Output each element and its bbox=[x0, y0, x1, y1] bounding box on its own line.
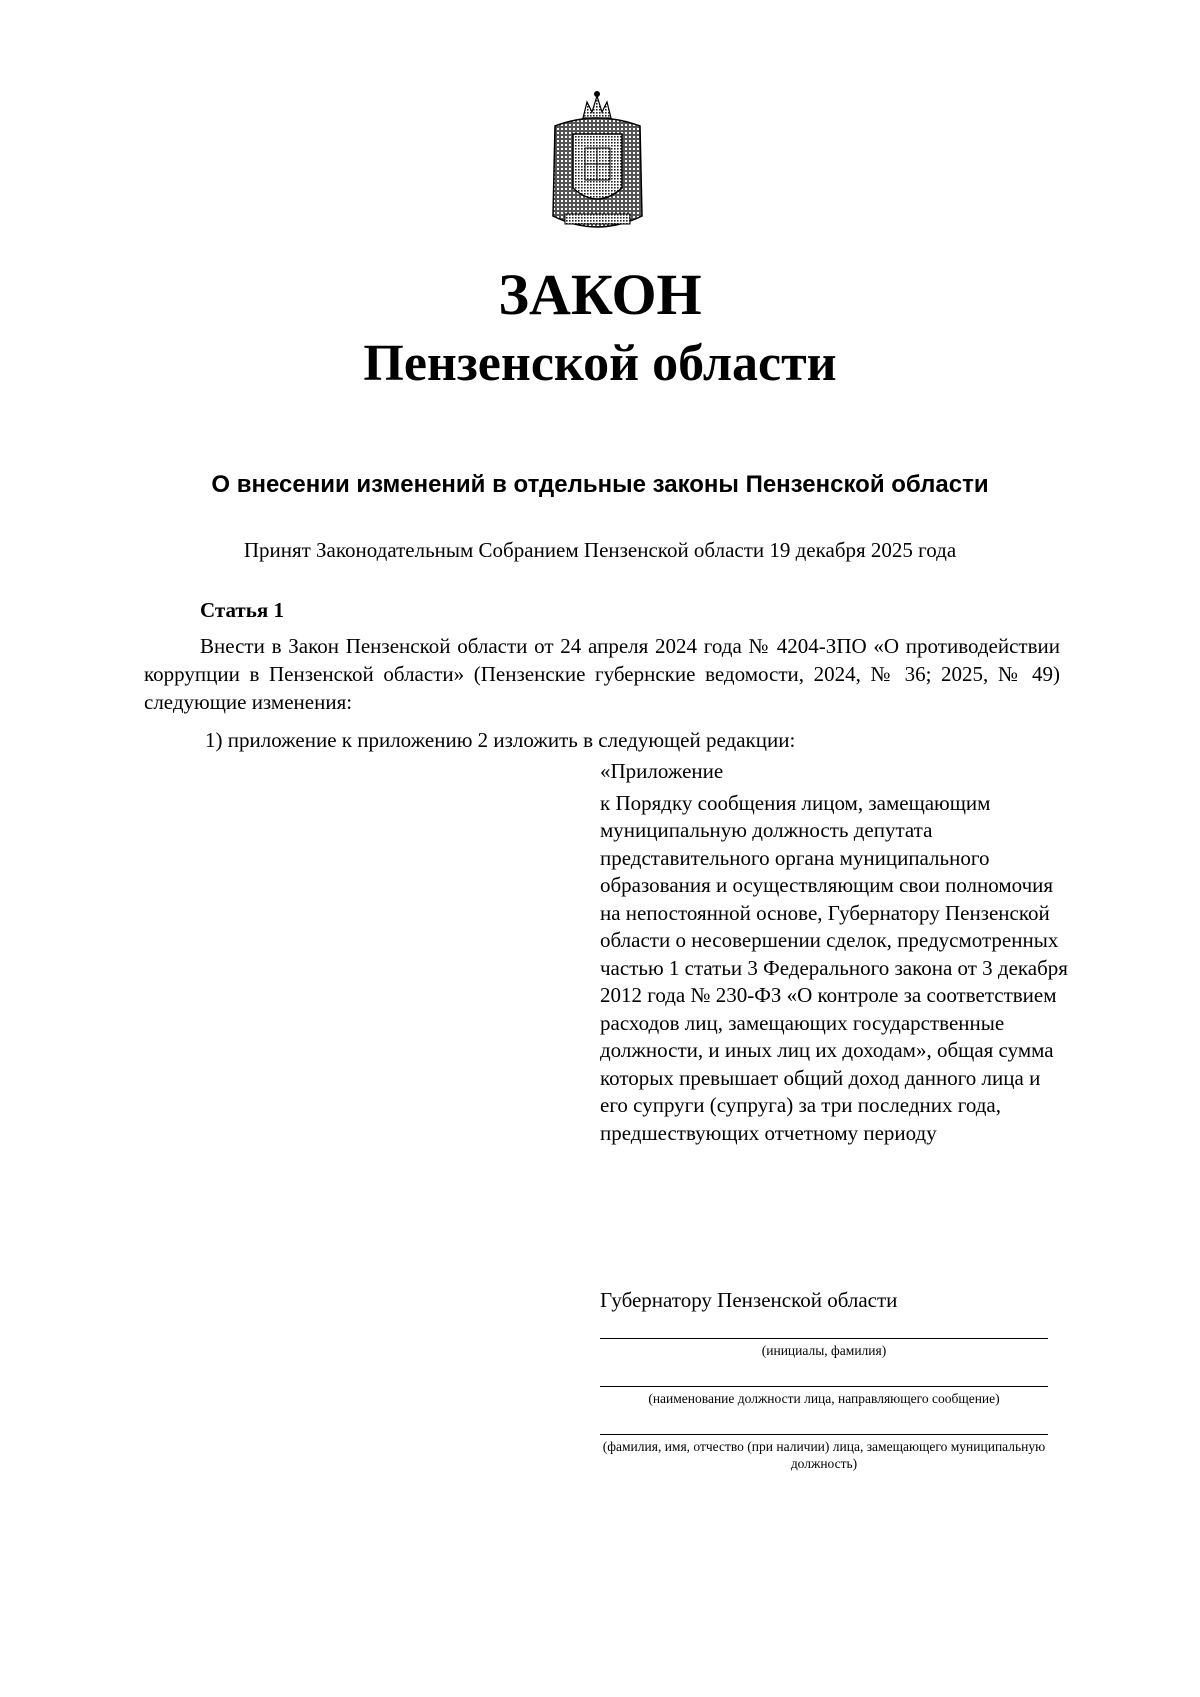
position-field bbox=[600, 1386, 1048, 1407]
initials-field bbox=[600, 1338, 1048, 1359]
coat-of-arms-emblem bbox=[545, 88, 650, 238]
adoption-statement: Принят Законодательным Собранием Пензенской области 19 декабря 2025 года bbox=[243, 538, 957, 562]
appendix-block bbox=[600, 758, 1070, 1147]
law-title: ЗАКОН bbox=[498, 262, 702, 327]
position-caption: (наименование должности лица, направляющего сообщение) bbox=[648, 1391, 1000, 1406]
appendix-text: к Порядку сообщения лицом, замещающим муниципальную должность депутата представительного органа муниципального образования и осуществляющим свои полномочия на непостоянной основе, Губернатору Пензенской области о несовершении сделок, предусмотренных частью 1 статьи 3 Федерального закона от 3 декабря 2012 года № 230-ФЗ «О контроле за соответствием расходов лиц, замещающих государственные должности, и иных лиц их доходам», общая сумма которых превышает общий доход данного лица и его супруги (супруга) за три последних года, предшествующих отчетному периоду bbox=[600, 790, 1068, 1145]
addressee-line: Губернатору Пензенской области bbox=[600, 1288, 898, 1312]
appendix-heading: «Приложение bbox=[600, 759, 724, 783]
law-subject-heading: О внесении изменений в отдельные законы Пензенской области bbox=[211, 471, 989, 498]
article-heading: Статья 1 bbox=[200, 598, 284, 622]
law-region: Пензенской области bbox=[363, 335, 837, 392]
initials-caption: (инициалы, фамилия) bbox=[761, 1343, 887, 1358]
fullname-field bbox=[600, 1434, 1048, 1472]
article-item-1: 1) приложение к приложению 2 изложить в следующей редакции: bbox=[205, 728, 796, 752]
article-paragraph: Внести в Закон Пензенской области от 24 апреля 2024 года № 4204-ЗПО «О противодействии коррупции в Пензенской области» (Пензенские губернские ведомости, 2024, № 36; 2025, № 49) следующие изменения: bbox=[144, 634, 1060, 714]
fullname-caption: (фамилия, имя, отчество (при наличии) лица, замещающего муниципальную должность) bbox=[602, 1439, 1046, 1471]
